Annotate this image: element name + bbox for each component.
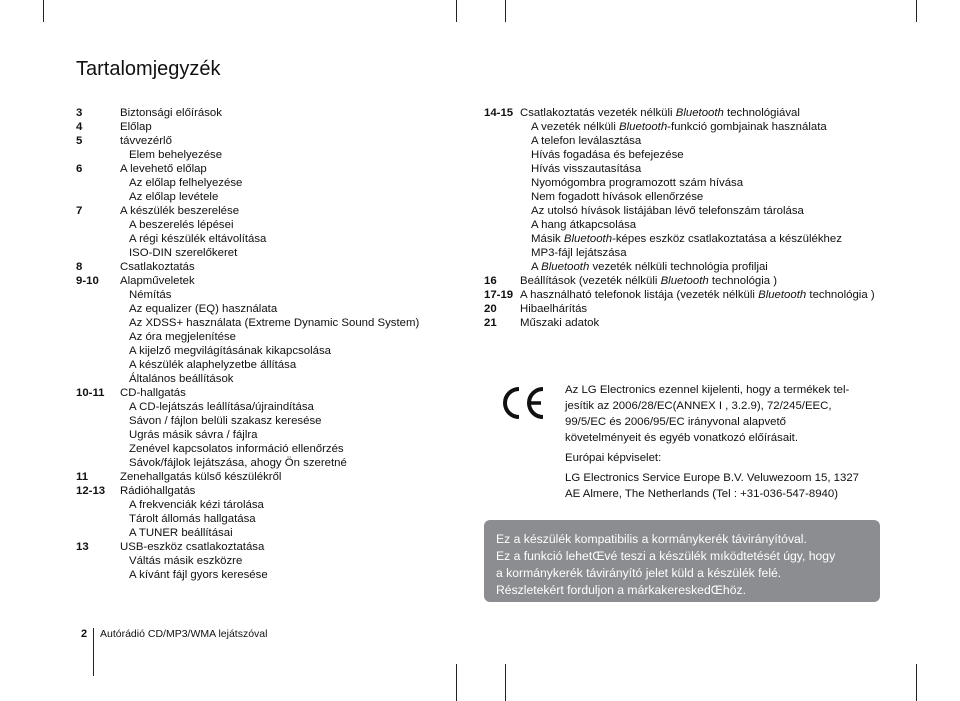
toc-subentry-title: Az equalizer (EQ) használata bbox=[129, 303, 278, 315]
declaration-line: 99/5/EC és 2006/95/EC irányvonal alapvető bbox=[565, 416, 786, 428]
conformity-declaration bbox=[565, 382, 865, 506]
crop-mark bbox=[916, 664, 917, 701]
toc-entry-title: Műszaki adatok bbox=[520, 317, 600, 329]
notice-line: Ez a készülék kompatibilis a kormánykerék távirányítóval. bbox=[496, 532, 807, 546]
toc-page-number bbox=[76, 428, 120, 442]
toc-subentry-title: Hívás fogadása és befejezése bbox=[531, 149, 684, 161]
toc-page-number bbox=[484, 260, 520, 274]
toc-entry bbox=[76, 260, 419, 274]
toc-entry bbox=[484, 190, 875, 204]
toc-page-number: 9-10 bbox=[76, 275, 99, 287]
toc-entry bbox=[76, 442, 419, 456]
address-line: LG Electronics Service Europe B.V. Veluwezoom 15, 1327 bbox=[565, 472, 860, 484]
toc-entry bbox=[76, 316, 419, 330]
crop-mark bbox=[916, 0, 917, 22]
toc-page-number bbox=[484, 134, 520, 148]
toc-entry bbox=[76, 204, 419, 218]
toc-page-number: 14-15 bbox=[484, 107, 514, 119]
toc-page-number: 7 bbox=[76, 205, 83, 217]
toc-subentry-title: A telefon leválasztása bbox=[531, 135, 642, 147]
toc-subentry-title: Nem fogadott hívások ellenőrzése bbox=[531, 191, 704, 203]
toc-entry bbox=[76, 526, 419, 540]
toc-entry bbox=[76, 246, 419, 260]
toc-entry-title: A levehető előlap bbox=[120, 163, 207, 175]
toc-entry bbox=[76, 540, 419, 554]
toc-page-number bbox=[76, 148, 120, 162]
crop-mark bbox=[456, 664, 457, 701]
toc-entry-title: Rádióhallgatás bbox=[120, 485, 196, 497]
toc-page-number bbox=[76, 498, 120, 512]
toc-subentry-title: ISO-DIN szerelőkeret bbox=[129, 247, 238, 259]
toc-right bbox=[484, 106, 875, 330]
toc-subentry-title: Nyomógombra programozott szám hívása bbox=[531, 177, 744, 189]
toc-page-number: 10-11 bbox=[76, 387, 105, 399]
notice-line: a kormánykerék távirányító jelet küld a készülék felé. bbox=[496, 566, 782, 580]
toc-subentry-title: Elem behelyezése bbox=[129, 149, 223, 161]
toc-entry bbox=[484, 288, 875, 302]
toc-page-number bbox=[76, 568, 120, 582]
toc-entry bbox=[484, 162, 875, 176]
toc-page-number: 4 bbox=[76, 121, 83, 133]
toc-page-number bbox=[76, 344, 120, 358]
toc-page-number: 6 bbox=[76, 163, 83, 175]
toc-subentry-title: Hívás visszautasítása bbox=[531, 163, 642, 175]
toc-page-number: 5 bbox=[76, 135, 83, 147]
toc-entry bbox=[484, 316, 875, 330]
toc-entry-title: Csatlakoztatás vezeték nélküli Bluetooth technológiával bbox=[520, 107, 800, 119]
toc-entry-title: A készülék beszerelése bbox=[120, 205, 240, 217]
toc-page-number bbox=[76, 442, 120, 456]
toc-entry bbox=[484, 274, 875, 288]
notice-line: Részletekért forduljon a márkakereskedŒhöz. bbox=[496, 583, 746, 597]
toc-page-number bbox=[76, 246, 120, 260]
toc-subentry-title: Sávon / fájlon belüli szakasz keresése bbox=[129, 415, 322, 427]
toc-entry bbox=[484, 232, 875, 246]
toc-entry bbox=[76, 568, 419, 582]
toc-entry bbox=[76, 456, 419, 470]
toc-page-number bbox=[484, 176, 520, 190]
toc-page-number bbox=[76, 302, 120, 316]
toc-page-number: 13 bbox=[76, 541, 89, 553]
toc-entry bbox=[484, 106, 875, 120]
toc-entry bbox=[76, 176, 419, 190]
toc-entry bbox=[76, 470, 419, 484]
toc-entry-title: távvezérlő bbox=[120, 135, 172, 147]
toc-subentry-title: Az óra megjelenítése bbox=[129, 331, 237, 343]
toc-page-number bbox=[76, 358, 120, 372]
toc-entry bbox=[76, 330, 419, 344]
toc-page-number bbox=[76, 456, 120, 470]
toc-entry bbox=[484, 148, 875, 162]
address-line: AE Almere, The Netherlands (Tel : +31-036-547-8940) bbox=[565, 488, 839, 500]
toc-page-number bbox=[76, 512, 120, 526]
toc-entry bbox=[76, 148, 419, 162]
notice-box bbox=[484, 520, 880, 602]
toc-page-number: 12-13 bbox=[76, 485, 106, 497]
representative-label: Európai képviselet: bbox=[565, 452, 662, 464]
toc-page-number bbox=[76, 176, 120, 190]
toc-subentry-title: Némítás bbox=[129, 289, 172, 301]
toc-subentry-title: A régi készülék eltávolítása bbox=[129, 233, 267, 245]
toc-entry bbox=[484, 218, 875, 232]
toc-entry-title: A használható telefonok listája (vezeték nélküli Bluetooth technológia ) bbox=[520, 289, 875, 301]
toc-entry bbox=[484, 120, 875, 134]
toc-page-number bbox=[76, 554, 120, 568]
toc-entry-title: Csatlakoztatás bbox=[120, 261, 195, 273]
toc-entry bbox=[484, 246, 875, 260]
notice-line: Ez a funkció lehetŒvé teszi a készülék mıködtetését úgy, hogy bbox=[496, 549, 836, 563]
footer-title: Autórádió CD/MP3/WMA lejátszóval bbox=[100, 628, 268, 640]
toc-entry bbox=[76, 484, 419, 498]
toc-subentry-title: A TUNER beállításai bbox=[129, 527, 233, 539]
toc-page-number bbox=[76, 288, 120, 302]
toc-subentry-title: A frekvenciák kézi tárolása bbox=[129, 499, 264, 511]
toc-page-number bbox=[76, 330, 120, 344]
toc-subentry-title: A vezeték nélküli Bluetooth-funkció gombjainak használata bbox=[531, 121, 827, 133]
toc-page-number: 20 bbox=[484, 303, 497, 315]
toc-page-number: 8 bbox=[76, 261, 83, 273]
toc-page-number bbox=[76, 400, 120, 414]
toc-page-number: 3 bbox=[76, 107, 83, 119]
toc-subentry-title: A CD-lejátszás leállítása/újraindítása bbox=[129, 401, 314, 413]
toc-entry bbox=[484, 302, 875, 316]
toc-page-number bbox=[76, 372, 120, 386]
toc-subentry-title: A Bluetooth vezeték nélküli technológia profiljai bbox=[531, 261, 768, 273]
toc-entry bbox=[484, 204, 875, 218]
toc-entry-title: Alapműveletek bbox=[120, 275, 195, 287]
toc-entry bbox=[484, 134, 875, 148]
toc-entry bbox=[76, 162, 419, 176]
toc-page-number bbox=[76, 316, 120, 330]
declaration-line: jesítik az 2006/28/EC(ANNEX I , 3.2.9), 72/245/EEC, bbox=[565, 400, 832, 412]
toc-subentry-title: Másik Bluetooth-képes eszköz csatlakoztatása a készülékhez bbox=[531, 233, 842, 245]
toc-subentry-title: Általános beállítások bbox=[129, 373, 234, 385]
toc-entry bbox=[76, 288, 419, 302]
toc-entry bbox=[76, 274, 419, 288]
toc-entry bbox=[76, 106, 419, 120]
toc-entry bbox=[76, 232, 419, 246]
toc-entry bbox=[76, 134, 419, 148]
crop-mark bbox=[505, 0, 506, 22]
toc-subentry-title: A hang átkapcsolása bbox=[531, 219, 637, 231]
toc-entry bbox=[76, 218, 419, 232]
toc-page-number bbox=[484, 148, 520, 162]
toc-page-number bbox=[76, 526, 120, 540]
toc-subentry-title: MP3-fájl lejátszása bbox=[531, 247, 627, 259]
toc-entry-title: USB-eszköz csatlakoztatása bbox=[120, 541, 265, 553]
declaration-line: Az LG Electronics ezennel kijelenti, hogy a termékek tel- bbox=[565, 384, 850, 396]
toc-entry bbox=[76, 428, 419, 442]
toc-page-number: 17-19 bbox=[484, 289, 514, 301]
toc-left bbox=[76, 106, 419, 582]
toc-entry bbox=[76, 498, 419, 512]
toc-subentry-title: Zenével kapcsolatos információ ellenőrzés bbox=[129, 443, 344, 455]
declaration-line: követelményeit és egyéb vonatkozó előírásait. bbox=[565, 432, 799, 444]
toc-page-number: 16 bbox=[484, 275, 497, 287]
toc-page-number bbox=[76, 218, 120, 232]
toc-entry-title: Zenehallgatás külső készülékről bbox=[120, 471, 282, 483]
toc-subentry-title: Sávok/fájlok lejátszása, ahogy Ön szeretné bbox=[129, 457, 347, 469]
toc-subentry-title: Tárolt állomás hallgatása bbox=[129, 513, 256, 525]
toc-entry bbox=[76, 512, 419, 526]
toc-subentry-title: Az előlap levétele bbox=[129, 191, 219, 203]
toc-subentry-title: Az utolsó hívások listájában lévő telefonszám tárolása bbox=[531, 205, 804, 217]
toc-entry bbox=[76, 400, 419, 414]
toc-subentry-title: A beszerelés lépései bbox=[129, 219, 234, 231]
toc-subentry-title: Ugrás másik sávra / fájlra bbox=[129, 429, 258, 441]
toc-entry bbox=[76, 386, 419, 400]
toc-page-number bbox=[76, 190, 120, 204]
toc-entry bbox=[76, 344, 419, 358]
toc-entry bbox=[76, 372, 419, 386]
toc-entry bbox=[76, 190, 419, 204]
toc-entry bbox=[484, 176, 875, 190]
toc-page-number bbox=[484, 204, 520, 218]
toc-entry-title: Előlap bbox=[120, 121, 152, 133]
crop-mark bbox=[456, 0, 457, 22]
crop-mark bbox=[505, 664, 506, 701]
footer-divider bbox=[93, 628, 94, 676]
toc-entry bbox=[76, 414, 419, 428]
toc-entry-title: CD-hallgatás bbox=[120, 387, 186, 399]
toc-subentry-title: A készülék alaphelyzetbe állítása bbox=[129, 359, 297, 371]
page-number: 2 bbox=[81, 628, 88, 640]
toc-page-number bbox=[76, 232, 120, 246]
toc-entry bbox=[76, 120, 419, 134]
toc-subentry-title: Az előlap felhelyezése bbox=[129, 177, 243, 189]
toc-page-number bbox=[484, 190, 520, 204]
toc-entry bbox=[76, 358, 419, 372]
page-title: Tartalomjegyzék bbox=[76, 58, 221, 80]
toc-subentry-title: A kijelző megvilágításának kikapcsolása bbox=[129, 345, 331, 357]
toc-subentry-title: Váltás másik eszközre bbox=[129, 555, 243, 567]
toc-entry-title: Hibaelhárítás bbox=[520, 303, 588, 315]
crop-mark bbox=[43, 0, 44, 22]
ce-mark-icon bbox=[497, 385, 549, 421]
toc-entry-title: Biztonsági előírások bbox=[120, 107, 222, 119]
toc-page-number: 11 bbox=[76, 471, 89, 483]
toc-page-number bbox=[484, 162, 520, 176]
toc-page-number bbox=[484, 218, 520, 232]
toc-page-number: 21 bbox=[484, 317, 497, 329]
toc-subentry-title: Az XDSS+ használata (Extreme Dynamic Sound System) bbox=[129, 317, 420, 329]
toc-entry bbox=[484, 260, 875, 274]
toc-page-number bbox=[484, 120, 520, 134]
toc-entry bbox=[76, 554, 419, 568]
toc-entry-title: Beállítások (vezeték nélküli Bluetooth technológia ) bbox=[520, 275, 778, 287]
toc-page-number bbox=[484, 232, 520, 246]
toc-page-number bbox=[484, 246, 520, 260]
toc-page-number bbox=[76, 414, 120, 428]
toc-subentry-title: A kívánt fájl gyors keresése bbox=[129, 569, 268, 581]
toc-entry bbox=[76, 302, 419, 316]
